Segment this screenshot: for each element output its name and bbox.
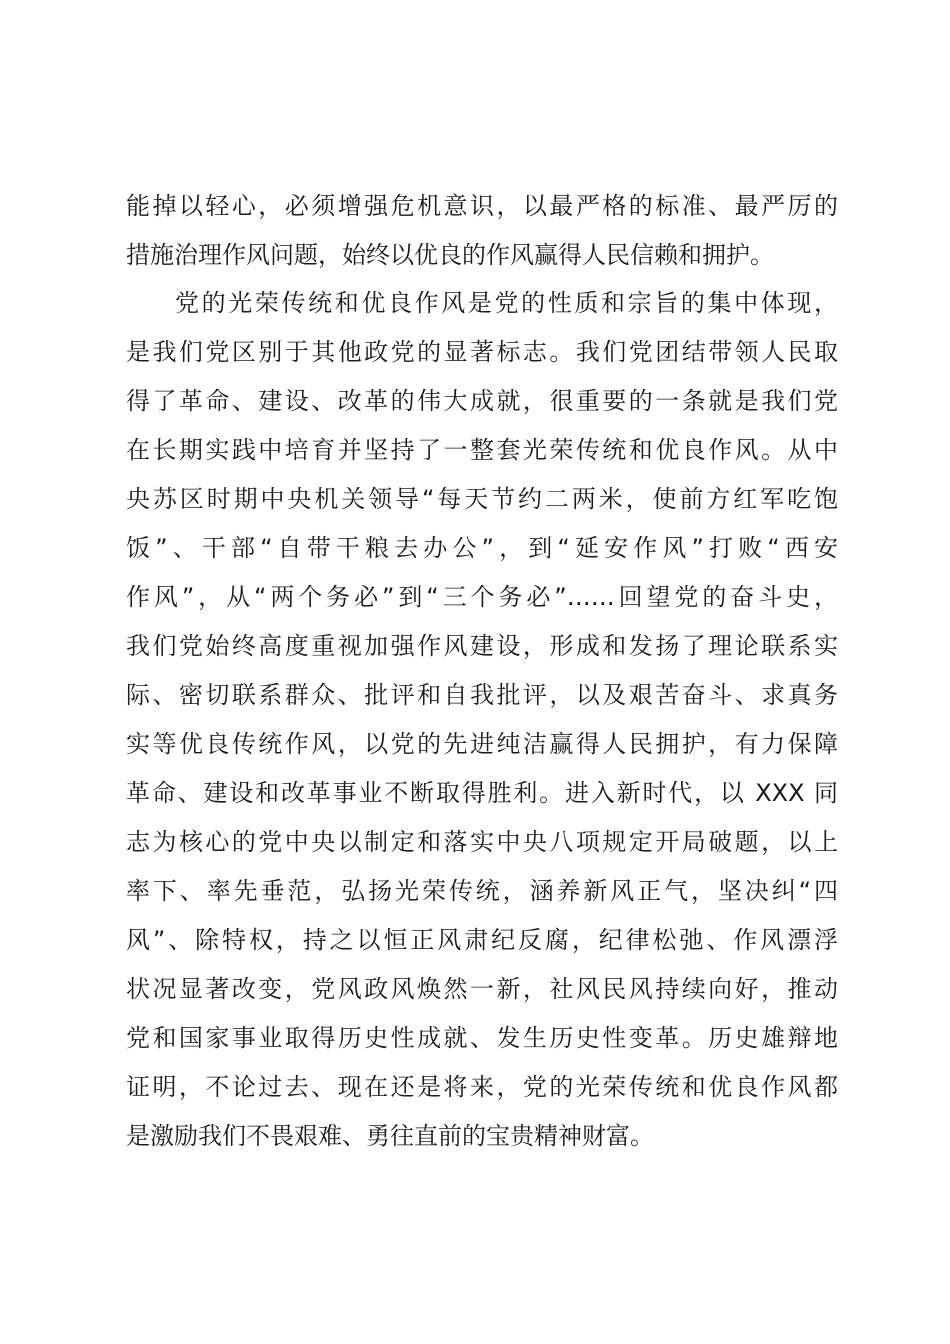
- text-line: 革命、建设和改革事业不断取得胜利。进入新时代，以 XXX 同: [126, 779, 838, 807]
- text-line: 得了革命、建设、改革的伟大成就，很重要的一条就是我们党: [126, 387, 838, 415]
- text-line: 能掉以轻心，必须增强危机意识，以最严格的标准、最严厉的: [126, 192, 838, 220]
- text-line: 央苏区时期中央机关领导“每天节约二两米，使前方红军吃饱: [126, 485, 838, 513]
- text-line: 饭”、干部“自带干粮去办公”，到“延安作风”打败“西安: [126, 534, 838, 562]
- text-line: 党和国家事业取得历史性成就、发生历史性变革。历史雄辩地: [126, 1024, 838, 1052]
- text-line: 实等优良传统作风，以党的先进纯洁赢得人民拥护，有力保障: [126, 730, 838, 758]
- text-line: 志为核心的党中央以制定和落实中央八项规定开局破题，以上: [126, 828, 838, 856]
- text-line: 状况显著改变，党风政风焕然一新，社风民风持续向好，推动: [126, 975, 838, 1003]
- text-line: 率下、率先垂范，弘扬光荣传统，涵养新风正气，坚决纠“四: [126, 877, 838, 905]
- text-line: 是我们党区别于其他政党的显著标志。我们党团结带领人民取: [126, 338, 838, 366]
- text-line: 风”、除特权，持之以恒正风肃纪反腐，纪律松弛、作风漂浮: [126, 926, 838, 954]
- text-line: 我们党始终高度重视加强作风建设，形成和发扬了理论联系实: [126, 632, 838, 660]
- text-line: 是激励我们不畏艰难、勇往直前的宝贵精神财富。: [126, 1122, 654, 1150]
- text-line: 党的光荣传统和优良作风是党的性质和宗旨的集中体现，: [175, 289, 838, 317]
- text-line: 际、密切联系群众、批评和自我批评，以及艰苦奋斗、求真务: [126, 681, 838, 709]
- text-line: 作风”，从“两个务必”到“三个务必”……回望党的奋斗史，: [126, 583, 838, 611]
- text-line: 措施治理作风问题，始终以优良的作风赢得人民信赖和拥护。: [126, 241, 774, 269]
- text-line: 在长期实践中培育并坚持了一整套光荣传统和优良作风。从中: [126, 436, 838, 464]
- text-line: 证明，不论过去、现在还是将来，党的光荣传统和优良作风都: [126, 1073, 838, 1101]
